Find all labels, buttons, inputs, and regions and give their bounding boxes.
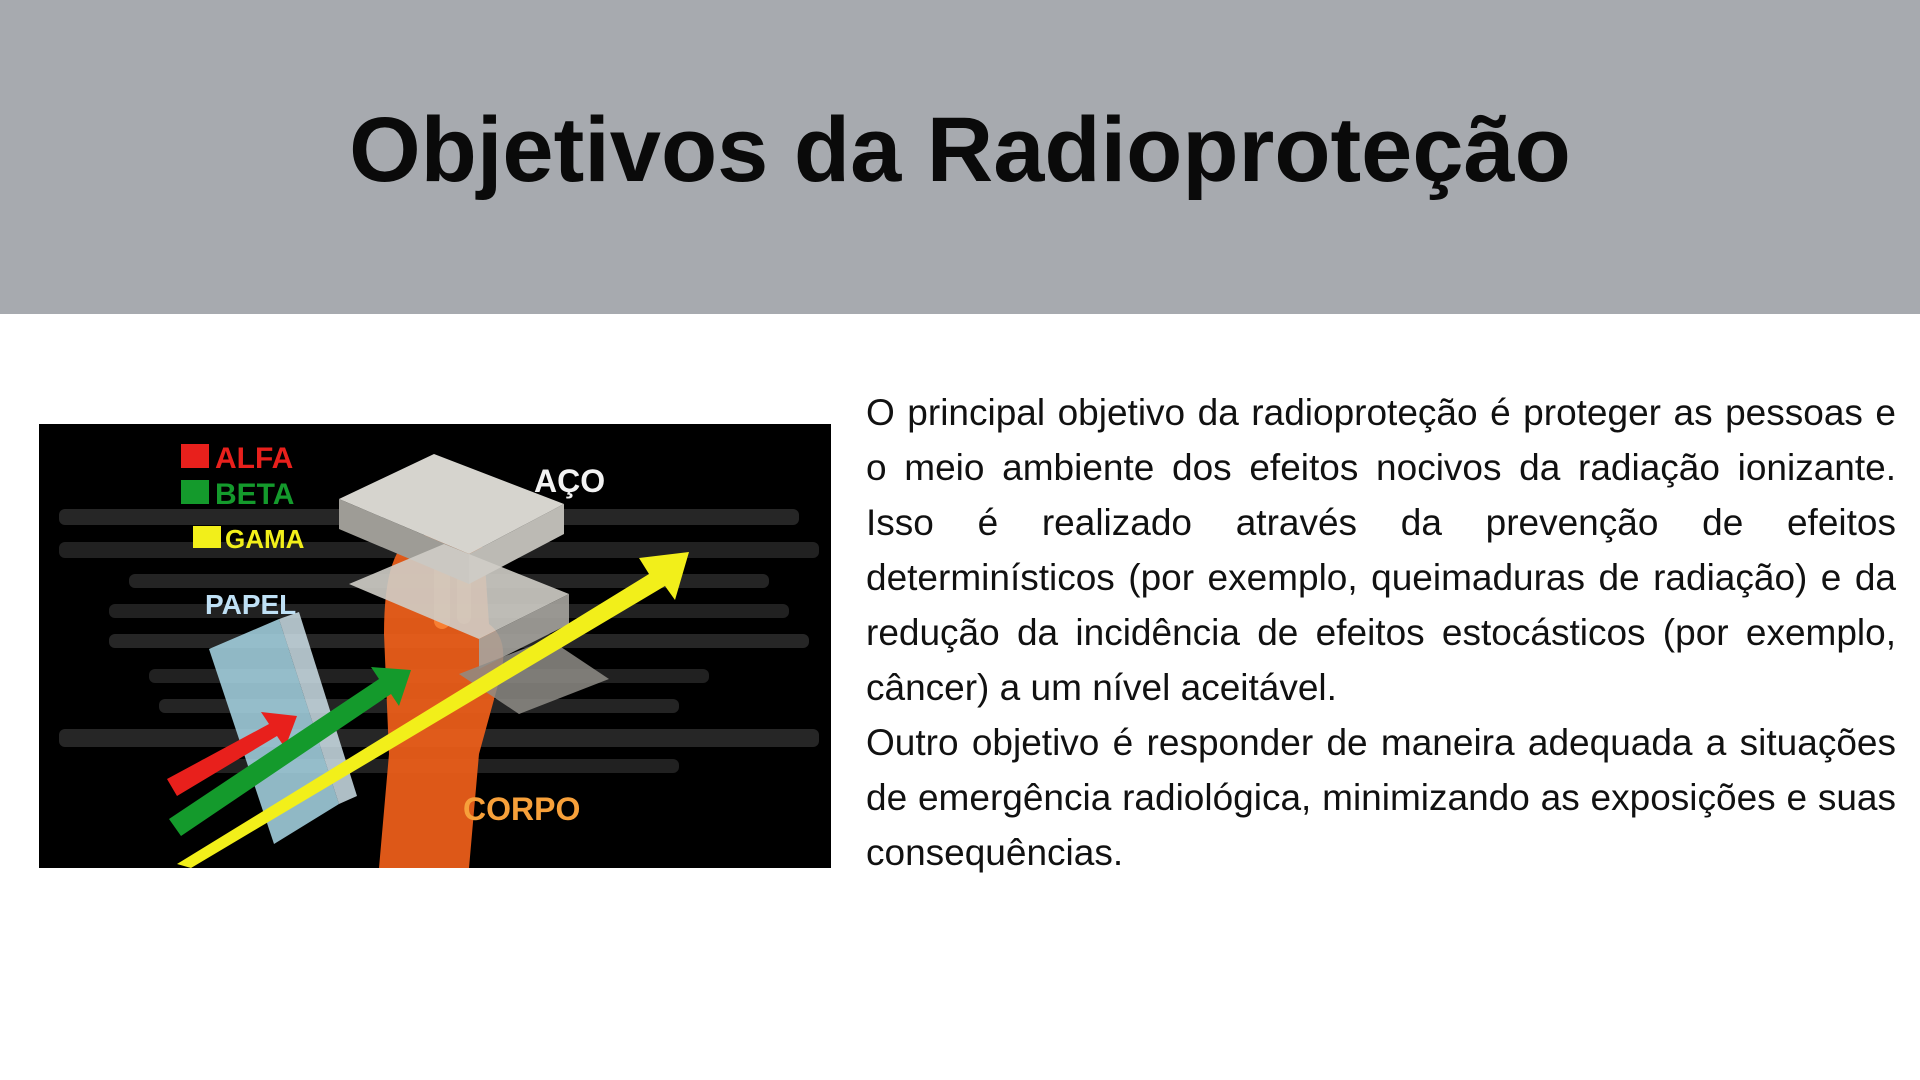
radiation-penetration-illustration xyxy=(39,424,831,868)
paragraph-main-objective: O principal objetivo da radioproteção é proteger as pessoas e o meio ambiente dos efeitos nocivos da radiação ionizante. Isso é realizado através da prevenção de efeitos determinísticos (por exemplo, queimaduras de radiação) e da redução da incidência de efeitos estocásticos (por exemplo, câncer) a um nível aceitável. xyxy=(866,392,1896,708)
beta-swatch xyxy=(181,480,209,504)
gama-swatch xyxy=(193,526,221,548)
beta-label: BETA xyxy=(215,478,295,511)
body-label: CORPO xyxy=(463,791,581,827)
gama-label: GAMA xyxy=(225,524,305,554)
radiation-legend xyxy=(181,442,305,554)
steel-label: AÇO xyxy=(534,463,606,499)
alfa-label: ALFA xyxy=(215,442,294,475)
title-bar xyxy=(0,0,1920,314)
radiation-penetration-figure xyxy=(39,424,831,868)
paper-label: PAPEL xyxy=(205,589,297,620)
body-text xyxy=(866,385,1896,880)
alfa-swatch xyxy=(181,444,209,468)
slide-title: Objetivos da Radioproteção xyxy=(349,98,1571,201)
paragraph-other-objective: Outro objetivo é responder de maneira adequada a situações de emergência radiológica, minimizando as exposições e suas consequências. xyxy=(866,722,1896,873)
